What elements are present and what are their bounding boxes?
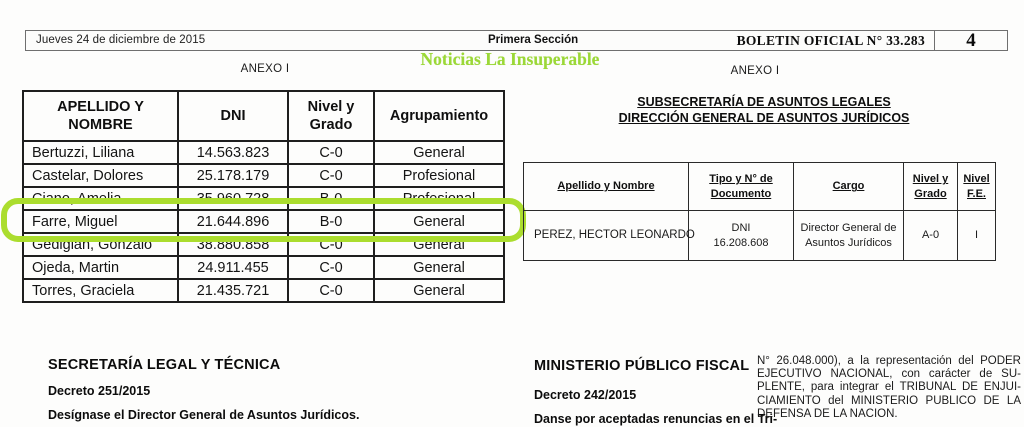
paragraph-line: EJECUTIVO NACIONAL, con carácter de SU- xyxy=(757,368,1021,381)
table-row xyxy=(23,279,504,302)
cell-cargo xyxy=(794,211,904,261)
cell-nivel: C-0 xyxy=(288,256,374,279)
cell-nivel-fe: I xyxy=(958,211,996,261)
cell-dni: 24.911.455 xyxy=(178,256,288,279)
col-header-nivel-grado: Nivel y Grado xyxy=(904,163,958,211)
appointment-table-row xyxy=(524,211,996,261)
col-header-apellido-nombre: Apellido y Nombre xyxy=(524,163,689,211)
cell-agrupamiento: General xyxy=(374,141,504,164)
col-header-nivel-grado: Nivel y Grado xyxy=(288,91,374,141)
cell-doc-number: 16.208.608 xyxy=(713,236,769,249)
decreto-251-label: Decreto 251/2015 xyxy=(48,384,151,398)
cell-cargo-line2: Asuntos Jurídicos xyxy=(805,236,892,249)
cell-nivel: C-0 xyxy=(288,233,374,256)
cell-agrupamiento: General xyxy=(374,256,504,279)
cell-nivel: B-0 xyxy=(288,187,374,210)
header-section-title: Primera Sección xyxy=(488,34,579,46)
personnel-table-header-row xyxy=(23,91,504,141)
cell-nivel: C-0 xyxy=(288,141,374,164)
row-highlight-annotation xyxy=(1,198,526,242)
table-row xyxy=(23,256,504,279)
page-header-strip xyxy=(25,30,1008,51)
table-row xyxy=(23,141,504,164)
cell-agrupamiento: General xyxy=(374,233,504,256)
cell-agrupamiento: Profesional xyxy=(374,187,504,210)
cell-name: Gedigian, Gonzalo xyxy=(23,233,178,256)
cell-agrupamiento: General xyxy=(374,279,504,302)
cell-nivel: B-0 xyxy=(288,210,374,233)
col-header-dni: DNI xyxy=(178,91,288,141)
header-bulletin-title: BOLETIN OFICIAL N° 33.283 xyxy=(736,33,925,48)
cell-agrupamiento: Profesional xyxy=(374,164,504,187)
right-section-heading xyxy=(523,94,1005,126)
cell-dni: 35.960.728 xyxy=(178,187,288,210)
cell-name: Farre, Miguel xyxy=(23,210,178,233)
page-number: 4 xyxy=(966,30,976,51)
cell-name: PEREZ, HECTOR LEONARDO xyxy=(524,211,689,261)
table-row xyxy=(23,164,504,187)
page-number-box xyxy=(934,31,1007,50)
cell-dni: 21.644.896 xyxy=(178,210,288,233)
anexo-label-left: ANEXO I xyxy=(240,63,290,75)
cell-dni: 38.880.858 xyxy=(178,233,288,256)
header-date: Jueves 24 de diciembre de 2015 xyxy=(36,34,206,46)
decreto-242-label: Decreto 242/2015 xyxy=(534,388,637,402)
cell-cargo-line1: Director General de xyxy=(800,222,897,235)
paragraph-line: N° 26.048.000), a la representación del PODER xyxy=(757,355,1021,367)
cell-nivel-grado: A-0 xyxy=(904,211,958,261)
col-header-nivel-fe: Nivel F.E. xyxy=(958,163,996,211)
col-header-cargo: Cargo xyxy=(794,163,904,211)
cell-nivel: C-0 xyxy=(288,164,374,187)
personnel-table xyxy=(22,90,505,303)
subsecretaria-title: SUBSECRETARÍA DE ASUNTOS LEGALES xyxy=(637,95,891,109)
paragraph-line: DEFENSA DE LA NACION. xyxy=(757,407,898,420)
cell-dni: 14.563.823 xyxy=(178,141,288,164)
direccion-general-title: DIRECCIÓN GENERAL DE ASUNTOS JURÍDICOS xyxy=(618,111,910,125)
watermark-text: Noticias La Insuperable xyxy=(420,49,600,69)
cell-name: Ciano, Amelia xyxy=(23,187,178,210)
cell-name: Castelar, Dolores xyxy=(23,164,178,187)
appointment-table-header-row xyxy=(524,163,996,211)
cell-nivel: C-0 xyxy=(288,279,374,302)
col-header-tipo-documento: Tipo y N° de Documento xyxy=(689,163,794,211)
cell-agrupamiento: General xyxy=(374,210,504,233)
designase-summary: Desígnase el Director General de Asuntos Jurídicos. xyxy=(48,408,360,422)
ministerio-publico-title: MINISTERIO PÚBLICO FISCAL xyxy=(534,358,750,374)
paragraph-line: CIAMIENTO del MINISTERIO PUBLICO DE LA xyxy=(757,394,1021,407)
cell-name: Ojeda, Martin xyxy=(23,256,178,279)
secretaria-legal-title: SECRETARÍA LEGAL Y TÉCNICA xyxy=(48,357,281,373)
right-column-paragraph xyxy=(757,355,1021,421)
anexo-label-right: ANEXO I xyxy=(730,65,780,77)
cell-dni: 21.435.721 xyxy=(178,279,288,302)
cell-name: Torres, Graciela xyxy=(23,279,178,302)
danse-summary: Danse por aceptadas renuncias en el Tri- xyxy=(534,412,778,426)
appointment-table xyxy=(523,162,996,261)
cell-name: Bertuzzi, Liliana xyxy=(23,141,178,164)
col-header-apellido-nombre: APELLIDO Y NOMBRE xyxy=(23,91,178,141)
cell-doc-type: DNI xyxy=(731,222,751,235)
paragraph-line: PLENTE, para integrar el TRIBUNAL DE ENJUI- xyxy=(757,381,1021,394)
cell-dni: 25.178.179 xyxy=(178,164,288,187)
cell-document xyxy=(689,211,794,261)
col-header-agrupamiento: Agrupamiento xyxy=(374,91,504,141)
